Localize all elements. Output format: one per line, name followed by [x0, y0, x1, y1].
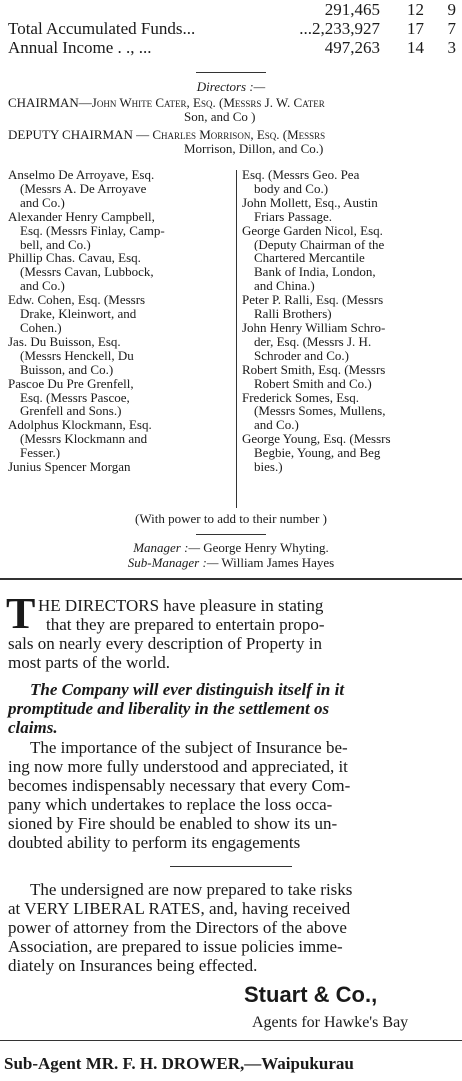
amount: ...2,233,927 — [299, 19, 380, 38]
chairman-line-1: CHAIRMAN—John White Cater, Esq. (Messrs J. W. Cater — [8, 95, 325, 110]
director-line: Adolphus Klockmann, Esq. — [8, 418, 152, 433]
para4-line: power of attorney from the Directors of the above — [8, 918, 347, 937]
director-line: Jas. Du Buisson, Esq. — [8, 334, 121, 349]
director-entry — [8, 418, 230, 460]
section-rule — [0, 1040, 462, 1041]
director-entry — [242, 321, 456, 363]
director-line: Alexander Henry Campbell, — [8, 209, 155, 224]
director-line: John Mollett, Esq., Austin — [242, 195, 378, 210]
divider — [196, 534, 266, 535]
para3-line: The importance of the subject of Insurance be- — [30, 738, 348, 757]
agents-line: Agents for Hawke's Bay — [252, 1014, 409, 1031]
director-entry — [242, 224, 456, 294]
director-entry — [8, 377, 230, 419]
director-line: and Co.) — [20, 195, 65, 210]
director-entry — [242, 293, 456, 321]
manager-line — [0, 541, 462, 555]
shillings: 17 — [407, 19, 424, 38]
director-line: Chartered Mercantile — [254, 251, 365, 266]
amount: 497,263 — [324, 38, 380, 57]
para3-line: becomes indispensably necessary that every Com- — [8, 776, 351, 795]
row-label: Total Accumulated Funds... — [8, 19, 196, 38]
director-line: and Co.) — [20, 279, 65, 294]
pence: 3 — [447, 38, 456, 57]
director-line: Fesser.) — [20, 446, 61, 461]
director-line: (Messrs Klockmann and — [20, 432, 148, 447]
director-entry — [242, 196, 456, 224]
directors-heading: Directors :— — [196, 79, 266, 94]
directors-left-column — [8, 168, 230, 474]
director-entry — [8, 460, 230, 474]
director-line: George Garden Nicol, Esq. — [242, 223, 383, 238]
director-line: Robert Smith, Esq. (Messrs — [242, 362, 386, 377]
director-line: Friars Passage. — [254, 209, 332, 224]
para1-line: most parts of the world. — [8, 653, 170, 672]
director-line: Peter P. Ralli, Esq. (Messrs — [242, 293, 384, 308]
director-entry — [8, 168, 230, 210]
director-line: Cohen.) — [20, 320, 62, 335]
pence: 7 — [447, 19, 456, 38]
director-line: Buisson, and Co.) — [20, 362, 114, 377]
director-line: der, Esq. (Messrs J. H. — [254, 334, 372, 349]
amount: 291,465 — [324, 0, 380, 19]
director-entry — [242, 391, 456, 433]
director-line: George Young, Esq. (Messrs — [242, 432, 391, 447]
director-line: (Messrs A. De Arroyave — [20, 181, 147, 196]
director-line: Robert Smith and Co.) — [254, 376, 372, 391]
shillings: 12 — [407, 0, 424, 19]
director-line: Begbie, Young, and Beg — [254, 446, 381, 461]
director-line: Drake, Kleinwort, and — [20, 307, 137, 321]
para3-line: doubted ability to perform its engagements — [8, 833, 301, 852]
director-line: and China.) — [254, 279, 315, 294]
director-entry — [8, 293, 230, 335]
chairman-entry — [8, 96, 460, 124]
shillings: 14 — [407, 38, 424, 57]
para1-line: HE DIRECTORS have pleasure in stating — [38, 596, 324, 615]
deputy-line-1: DEPUTY CHAIRMAN — Charles Morrison, Esq. (Messrs — [8, 127, 326, 142]
manager-label: Manager :— — [133, 540, 200, 555]
director-line: Phillip Chas. Cavau, Esq. — [8, 251, 141, 266]
director-line: Junius Spencer Morgan — [8, 460, 131, 474]
para4-line: Association, are prepared to issue policies imme- — [8, 937, 343, 956]
director-line: (Messrs Somes, Mullens, — [254, 404, 386, 419]
para3-line: sioned by Fire should be enabled to show its un- — [8, 814, 338, 833]
director-entry — [242, 432, 456, 474]
paragraph-directors — [6, 589, 458, 672]
section-rule — [0, 578, 462, 580]
director-line: Ralli Brothers) — [254, 307, 332, 321]
director-line: Bank of India, London, — [254, 265, 376, 280]
divider — [170, 866, 292, 867]
paragraph-undersigned — [8, 880, 458, 975]
director-line: bies.) — [254, 460, 283, 474]
column-divider — [236, 170, 237, 508]
director-line: Schroder and Co.) — [254, 348, 349, 363]
director-line: body and Co.) — [254, 181, 329, 196]
director-line: Esq. (Messrs Geo. Pea — [242, 168, 360, 182]
director-entry — [8, 251, 230, 293]
para1-line: that they are prepared to entertain propo- — [46, 615, 325, 634]
director-entry — [8, 335, 230, 377]
paragraph-promptitude — [8, 680, 458, 737]
para2-line: claims. — [8, 718, 58, 737]
pence: 9 — [447, 0, 456, 19]
director-entry — [8, 210, 230, 252]
deputy-chairman-entry — [8, 128, 460, 156]
manager-name: George Henry Whyting. — [203, 540, 329, 555]
para4-line: at VERY LIBERAL RATES, and, having received — [8, 899, 351, 918]
firm-signature: Stuart & Co., — [244, 982, 378, 1007]
para1-line: sals on nearly every description of Property in — [8, 634, 322, 653]
sub-manager-name: William James Hayes — [221, 555, 335, 570]
sub-manager-label: Sub-Manager :— — [127, 555, 219, 570]
divider — [196, 72, 266, 73]
para4-line: The undersigned are now prepared to take risks — [30, 880, 353, 899]
director-line: (Deputy Chairman of the — [254, 237, 385, 252]
director-line: Esq. (Messrs Finlay, Camp- — [20, 223, 165, 238]
director-line: and Co.) — [254, 418, 299, 433]
drop-cap: T — [6, 589, 36, 638]
para3-line: ing now more fully understood and appreciated, it — [8, 757, 348, 776]
director-line: Anselmo De Arroyave, Esq. — [8, 168, 155, 182]
director-line: (Messrs Henckell, Du — [20, 348, 134, 363]
director-entry — [242, 168, 456, 196]
director-entry — [242, 363, 456, 391]
para3-line: pany which undertakes to replace the loss occa- — [8, 795, 333, 814]
power-note: (With power to add to their number ) — [135, 511, 327, 526]
director-line: Pascoe Du Pre Grenfell, — [8, 376, 134, 391]
sub-agent-line: Sub-Agent MR. F. H. DROWER,—Waipukurau — [4, 1054, 354, 1073]
director-line: Esq. (Messrs Pascoe, — [20, 390, 130, 405]
director-line: Edw. Cohen, Esq. (Messrs — [8, 293, 146, 308]
director-line: Frederick Somes, Esq. — [242, 390, 359, 405]
director-line: Grenfell and Sons.) — [20, 404, 122, 419]
para4-line: diately on Insurances being effected. — [8, 956, 258, 975]
para2-line: The Company will ever distinguish itself in it — [30, 680, 345, 699]
row-label: Annual Income . ., ... — [8, 38, 152, 57]
director-line: bell, and Co.) — [20, 237, 91, 252]
director-line: John Henry William Schro- — [242, 320, 386, 335]
sub-manager-line — [0, 556, 462, 570]
directors-right-column — [242, 168, 456, 474]
deputy-line-2: Morrison, Dillon, and Co.) — [184, 141, 324, 156]
paragraph-importance — [8, 738, 458, 852]
chairman-line-2: Son, and Co ) — [184, 109, 256, 124]
director-line: (Messrs Cavan, Lubbock, — [20, 265, 154, 280]
para2-line: promptitude and liberality in the settlement os — [8, 699, 330, 718]
